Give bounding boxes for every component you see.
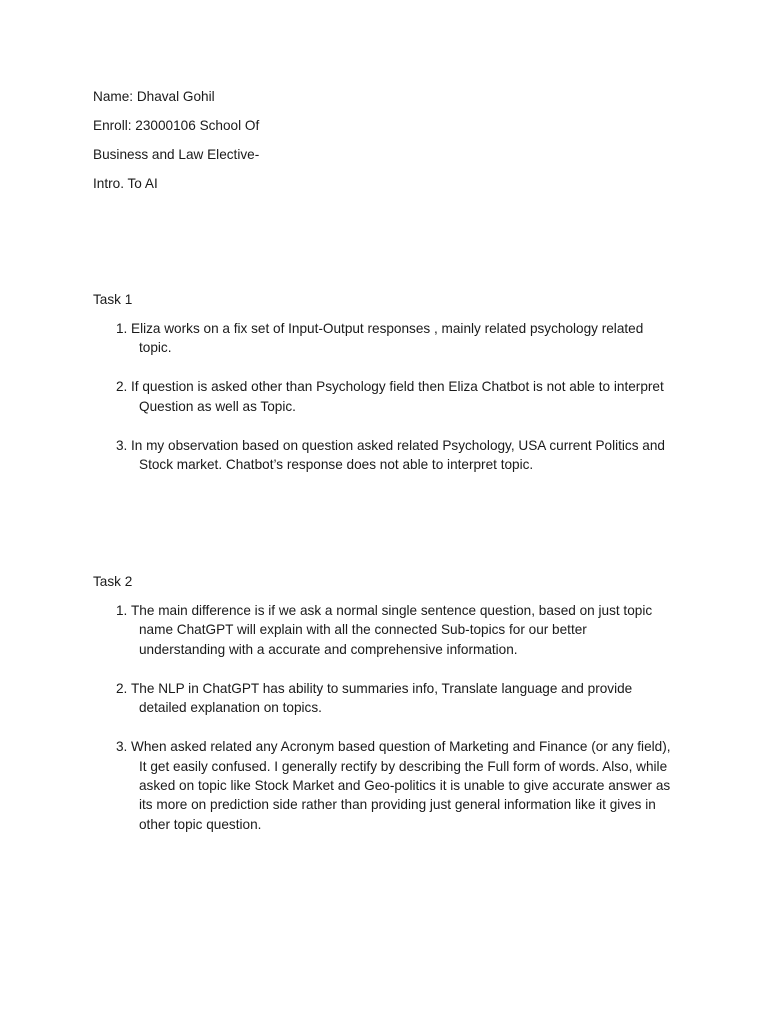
list-number: 3. (116, 739, 128, 755)
list-number: 1. (116, 321, 128, 336)
task1-item (116, 436, 676, 475)
school-elective: Business and Law Elective- (93, 147, 260, 162)
list-item-text: In my observation based on question asked related Psychology, USA current Politics and Stock market. Chatbot’s response does not able to interpret topic. (131, 437, 665, 473)
task1-item (116, 377, 676, 416)
task2-heading: Task 2 (93, 574, 133, 589)
task1-item (116, 319, 676, 358)
task2-item (116, 601, 676, 659)
list-item-text: The NLP in ChatGPT has ability to summaries info, Translate language and provide detailed explanation on topics. (131, 680, 633, 716)
list-item-text: Eliza works on a fix set of Input-Output responses , mainly related psychology related topic. (131, 321, 644, 356)
list-item-text: If question is asked other than Psychology field then Eliza Chatbot is not able to interpret Question as well as Topic. (131, 379, 664, 414)
list-number: 2. (116, 379, 128, 395)
enrollment-info: Enroll: 23000106 School Of (93, 118, 260, 133)
course-title: Intro. To AI (93, 176, 158, 191)
task2-list (116, 601, 676, 854)
student-name: Name: Dhaval Gohil (93, 89, 215, 104)
task1-heading: Task 1 (93, 292, 133, 307)
task2-item (116, 679, 676, 718)
list-number: 2. (116, 680, 128, 696)
task1-list (116, 319, 676, 494)
list-item-text: The main difference is if we ask a normal single sentence question, based on just topic name ChatGPT will explain with all the connected Sub-topics for our better understanding with a accurate and comprehensive information. (131, 603, 653, 657)
list-number: 1. (116, 603, 128, 618)
task2-item (116, 737, 676, 834)
list-number: 3. (116, 437, 128, 453)
list-item-text: When asked related any Acronym based question of Marketing and Finance (or any field), It get easily confused. I generally rectify by describing the Full form of words. Also, while asked on topic like Stock Market and Geo-politics it is unable to give accurate answer as its more on prediction side rather than providing just general information like it gives in other topic question. (131, 739, 671, 832)
